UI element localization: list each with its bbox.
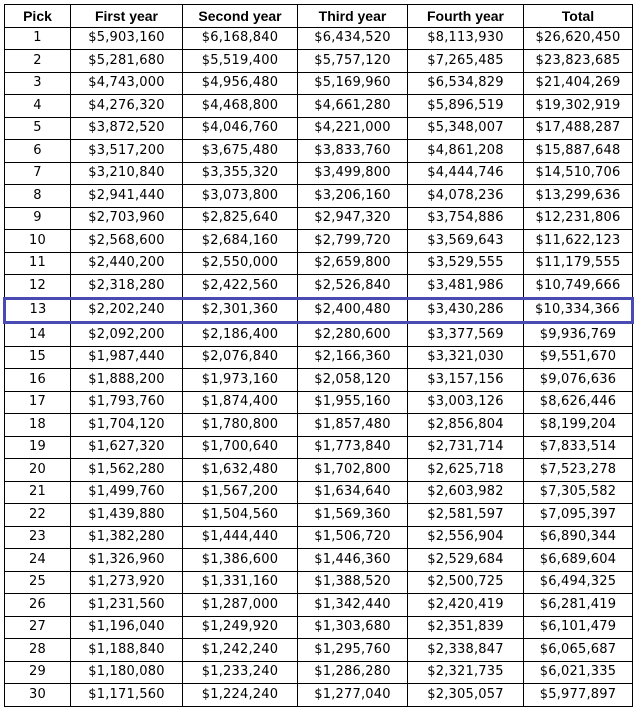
table-row [5,117,633,140]
rookie-salary-table [3,4,634,707]
cell-fourth-year: $3,529,555 [408,252,524,275]
cell-third-year: $1,857,480 [298,414,408,437]
cell-pick: 22 [5,504,71,527]
table-row [5,185,633,208]
cell-pick: 25 [5,571,71,594]
cell-first-year: $4,743,000 [71,72,183,95]
cell-pick: 18 [5,414,71,437]
cell-total: $13,299,636 [524,185,633,208]
cell-first-year: $1,273,920 [71,571,183,594]
cell-total: $5,977,897 [524,684,633,707]
table-row [5,95,633,118]
table-row [5,140,633,163]
cell-first-year: $2,941,440 [71,185,183,208]
cell-first-year: $1,171,560 [71,684,183,707]
cell-pick: 23 [5,526,71,549]
cell-first-year: $2,318,280 [71,275,183,299]
table-row [5,571,633,594]
cell-total: $8,626,446 [524,391,633,414]
cell-total: $19,302,919 [524,95,633,118]
cell-total: $12,231,806 [524,207,633,230]
cell-total: $7,523,278 [524,459,633,482]
cell-pick: 7 [5,162,71,185]
header-fourth-year: Fourth year [408,5,524,28]
cell-third-year: $5,169,960 [298,72,408,95]
cell-pick: 16 [5,369,71,392]
table-body [5,27,633,706]
cell-total: $6,065,687 [524,639,633,662]
cell-pick: 29 [5,661,71,684]
cell-first-year: $1,196,040 [71,616,183,639]
cell-fourth-year: $2,351,839 [408,616,524,639]
cell-third-year: $1,342,440 [298,594,408,617]
cell-total: $10,749,666 [524,275,633,299]
cell-second-year: $1,249,920 [183,616,298,639]
cell-third-year: $1,286,280 [298,661,408,684]
cell-total: $17,488,287 [524,117,633,140]
cell-pick: 17 [5,391,71,414]
cell-third-year: $2,280,600 [298,323,408,347]
cell-third-year: $1,955,160 [298,391,408,414]
cell-pick: 11 [5,252,71,275]
cell-third-year: $2,526,840 [298,275,408,299]
cell-second-year: $1,233,240 [183,661,298,684]
table-row [5,72,633,95]
cell-fourth-year: $2,338,847 [408,639,524,662]
cell-first-year: $1,326,960 [71,549,183,572]
cell-fourth-year: $4,861,208 [408,140,524,163]
cell-total: $7,833,514 [524,436,633,459]
cell-third-year: $1,277,040 [298,684,408,707]
cell-fourth-year: $3,377,569 [408,323,524,347]
cell-second-year: $1,874,400 [183,391,298,414]
table-row [5,50,633,73]
cell-third-year: $3,206,160 [298,185,408,208]
cell-first-year: $5,281,680 [71,50,183,73]
table-row [5,504,633,527]
cell-third-year: $1,773,840 [298,436,408,459]
cell-first-year: $4,276,320 [71,95,183,118]
cell-fourth-year: $3,157,156 [408,369,524,392]
cell-second-year: $2,825,640 [183,207,298,230]
cell-third-year: $1,702,800 [298,459,408,482]
table-row [5,369,633,392]
table-row [5,661,633,684]
cell-fourth-year: $2,603,982 [408,481,524,504]
table-row [5,162,633,185]
cell-first-year: $1,888,200 [71,369,183,392]
cell-pick: 15 [5,346,71,369]
cell-fourth-year: $8,113,930 [408,27,524,50]
cell-total: $6,689,604 [524,549,633,572]
cell-pick: 3 [5,72,71,95]
cell-total: $21,404,269 [524,72,633,95]
cell-third-year: $1,388,520 [298,571,408,594]
cell-third-year: $1,506,720 [298,526,408,549]
table-row [5,616,633,639]
cell-first-year: $3,210,840 [71,162,183,185]
cell-total: $11,179,555 [524,252,633,275]
cell-total: $14,510,706 [524,162,633,185]
header-total: Total [524,5,633,28]
cell-total: $11,622,123 [524,230,633,253]
cell-third-year: $2,947,320 [298,207,408,230]
table-row [5,391,633,414]
cell-pick: 30 [5,684,71,707]
cell-second-year: $2,186,400 [183,323,298,347]
cell-second-year: $1,386,600 [183,549,298,572]
header-row [5,5,633,28]
cell-second-year: $2,301,360 [183,298,298,323]
cell-fourth-year: $4,444,746 [408,162,524,185]
cell-first-year: $1,180,080 [71,661,183,684]
cell-first-year: $1,382,280 [71,526,183,549]
cell-second-year: $2,422,560 [183,275,298,299]
cell-first-year: $1,499,760 [71,481,183,504]
cell-second-year: $2,550,000 [183,252,298,275]
table-row [5,459,633,482]
cell-second-year: $1,287,000 [183,594,298,617]
cell-fourth-year: $2,305,057 [408,684,524,707]
cell-first-year: $5,903,160 [71,27,183,50]
cell-first-year: $2,202,240 [71,298,183,323]
cell-second-year: $4,468,800 [183,95,298,118]
cell-fourth-year: $3,481,986 [408,275,524,299]
cell-pick: 12 [5,275,71,299]
cell-fourth-year: $4,078,236 [408,185,524,208]
cell-total: $10,334,366 [524,298,633,323]
cell-total: $6,101,479 [524,616,633,639]
cell-third-year: $6,434,520 [298,27,408,50]
cell-second-year: $3,675,480 [183,140,298,163]
cell-third-year: $2,058,120 [298,369,408,392]
cell-fourth-year: $3,003,126 [408,391,524,414]
cell-fourth-year: $2,856,804 [408,414,524,437]
cell-third-year: $1,634,640 [298,481,408,504]
cell-pick: 26 [5,594,71,617]
cell-pick: 2 [5,50,71,73]
table-row [5,526,633,549]
cell-total: $9,936,769 [524,323,633,347]
cell-total: $9,076,636 [524,369,633,392]
cell-second-year: $4,046,760 [183,117,298,140]
cell-third-year: $2,659,800 [298,252,408,275]
cell-second-year: $3,073,800 [183,185,298,208]
cell-first-year: $2,092,200 [71,323,183,347]
cell-total: $26,620,450 [524,27,633,50]
cell-first-year: $3,517,200 [71,140,183,163]
cell-second-year: $6,168,840 [183,27,298,50]
cell-fourth-year: $6,534,829 [408,72,524,95]
cell-third-year: $2,166,360 [298,346,408,369]
cell-second-year: $1,700,640 [183,436,298,459]
cell-second-year: $1,224,240 [183,684,298,707]
cell-pick: 6 [5,140,71,163]
cell-pick: 27 [5,616,71,639]
cell-first-year: $1,704,120 [71,414,183,437]
table-row-highlighted [5,298,633,323]
cell-first-year: $1,562,280 [71,459,183,482]
cell-second-year: $2,076,840 [183,346,298,369]
cell-third-year: $4,221,000 [298,117,408,140]
salary-table-container [3,4,631,707]
cell-fourth-year: $5,348,007 [408,117,524,140]
cell-total: $8,199,204 [524,414,633,437]
cell-pick: 21 [5,481,71,504]
cell-pick: 4 [5,95,71,118]
header-pick: Pick [5,5,71,28]
cell-pick: 20 [5,459,71,482]
cell-second-year: $2,684,160 [183,230,298,253]
cell-third-year: $3,833,760 [298,140,408,163]
table-row [5,639,633,662]
table-row [5,684,633,707]
cell-total: $9,551,670 [524,346,633,369]
cell-pick: 10 [5,230,71,253]
cell-second-year: $5,519,400 [183,50,298,73]
cell-first-year: $2,703,960 [71,207,183,230]
cell-second-year: $4,956,480 [183,72,298,95]
cell-pick: 1 [5,27,71,50]
table-row [5,252,633,275]
cell-fourth-year: $2,321,735 [408,661,524,684]
cell-fourth-year: $2,529,684 [408,549,524,572]
cell-first-year: $1,188,840 [71,639,183,662]
table-row [5,549,633,572]
cell-fourth-year: $2,581,597 [408,504,524,527]
cell-third-year: $5,757,120 [298,50,408,73]
cell-total: $6,890,344 [524,526,633,549]
cell-second-year: $1,780,800 [183,414,298,437]
cell-fourth-year: $3,321,030 [408,346,524,369]
cell-total: $15,887,648 [524,140,633,163]
table-row [5,207,633,230]
cell-total: $23,823,685 [524,50,633,73]
cell-second-year: $1,331,160 [183,571,298,594]
header-second-year: Second year [183,5,298,28]
cell-fourth-year: $2,625,718 [408,459,524,482]
cell-first-year: $1,987,440 [71,346,183,369]
cell-first-year: $2,568,600 [71,230,183,253]
cell-pick: 13 [5,298,71,323]
table-row [5,275,633,299]
cell-third-year: $1,303,680 [298,616,408,639]
table-row [5,594,633,617]
cell-fourth-year: $3,754,886 [408,207,524,230]
cell-second-year: $3,355,320 [183,162,298,185]
cell-third-year: $4,661,280 [298,95,408,118]
cell-second-year: $1,632,480 [183,459,298,482]
cell-second-year: $1,504,560 [183,504,298,527]
cell-third-year: $3,499,800 [298,162,408,185]
cell-second-year: $1,242,240 [183,639,298,662]
cell-second-year: $1,567,200 [183,481,298,504]
cell-total: $7,095,397 [524,504,633,527]
table-row [5,436,633,459]
table-row [5,346,633,369]
cell-fourth-year: $5,896,519 [408,95,524,118]
cell-third-year: $1,446,360 [298,549,408,572]
cell-first-year: $1,439,880 [71,504,183,527]
cell-total: $6,494,325 [524,571,633,594]
cell-third-year: $2,400,480 [298,298,408,323]
table-row [5,27,633,50]
cell-total: $6,281,419 [524,594,633,617]
cell-pick: 28 [5,639,71,662]
cell-total: $7,305,582 [524,481,633,504]
table-row [5,481,633,504]
cell-pick: 5 [5,117,71,140]
cell-third-year: $1,569,360 [298,504,408,527]
cell-fourth-year: $3,569,643 [408,230,524,253]
cell-fourth-year: $7,265,485 [408,50,524,73]
cell-fourth-year: $2,500,725 [408,571,524,594]
cell-first-year: $3,872,520 [71,117,183,140]
table-row [5,323,633,347]
cell-first-year: $1,793,760 [71,391,183,414]
cell-pick: 24 [5,549,71,572]
header-third-year: Third year [298,5,408,28]
table-row [5,414,633,437]
cell-fourth-year: $2,556,904 [408,526,524,549]
cell-first-year: $2,440,200 [71,252,183,275]
cell-third-year: $1,295,760 [298,639,408,662]
cell-fourth-year: $2,420,419 [408,594,524,617]
cell-pick: 14 [5,323,71,347]
table-row [5,230,633,253]
cell-fourth-year: $3,430,286 [408,298,524,323]
header-first-year: First year [71,5,183,28]
table-header [5,5,633,28]
cell-second-year: $1,444,440 [183,526,298,549]
cell-second-year: $1,973,160 [183,369,298,392]
cell-first-year: $1,231,560 [71,594,183,617]
cell-total: $6,021,335 [524,661,633,684]
cell-pick: 19 [5,436,71,459]
cell-third-year: $2,799,720 [298,230,408,253]
cell-fourth-year: $2,731,714 [408,436,524,459]
cell-pick: 8 [5,185,71,208]
cell-pick: 9 [5,207,71,230]
cell-first-year: $1,627,320 [71,436,183,459]
